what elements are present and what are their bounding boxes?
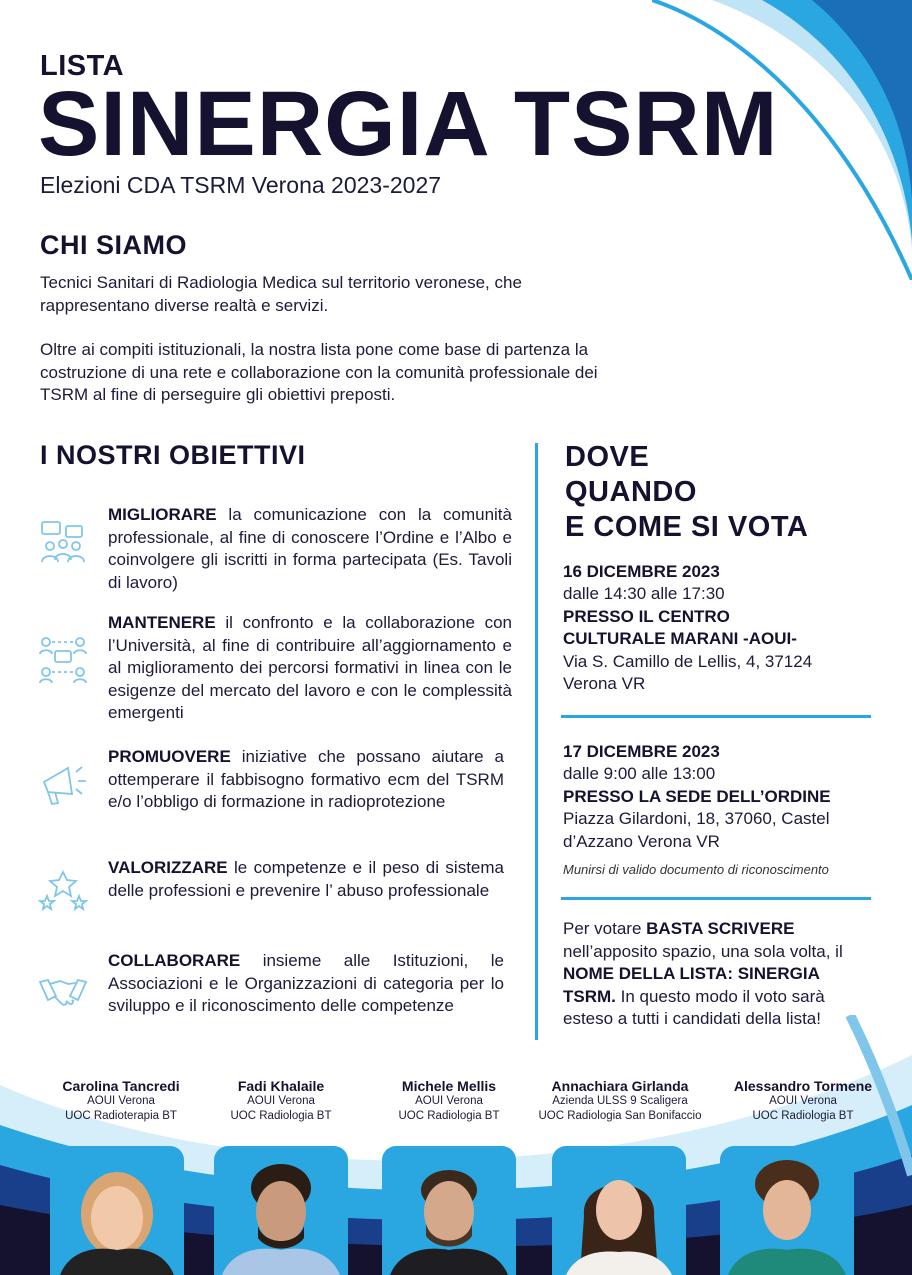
obiettivi-heading: I NOSTRI OBIETTIVI	[40, 440, 306, 470]
handshake-icon	[38, 968, 88, 1018]
how-to-vote-line5: esteso a tutti i candidati della lista!	[563, 1009, 821, 1028]
day1-hours: dalle 14:30 alle 17:30	[563, 584, 725, 603]
objective-promuovere: PROMUOVERE iniziative che possano aiutare a ottemperare il fabbisogno formativo ecm del TSRM e/o l’obbligo di formazione in radioprotezione	[108, 747, 504, 811]
chi-siamo-heading: CHI SIAMO	[40, 230, 188, 260]
page-subtitle: Elezioni CDA TSRM Verona 2023-2027	[40, 172, 442, 198]
chi-siamo-paragraph-1: Tecnici Sanitari di Radiologia Medica sul territorio veronese, che rappresentano diverse realtà e servizi.	[40, 273, 522, 315]
candidate-photo	[552, 1146, 686, 1275]
chi-siamo-paragraph-2: Oltre ai compiti istituzionali, la nostra lista pone come base di partenza la costruzione di una rete e collaborazione con la comunità professionale dei TSRM al fine di perseguire gli obiettivi preposti.	[40, 340, 598, 404]
day1-date: 16 DICEMBRE 2023	[563, 562, 720, 581]
id-document-note: Munirsi di valido documento di riconoscimento	[563, 862, 829, 877]
objective-migliorare: MIGLIORARE la comunicazione con la comunità professionale, al fine di conoscere l’Ordine e l’Albo e coinvolgere gli iscritti in forma partecipata (Es. Tavoli di lavoro)	[108, 505, 512, 592]
day2-address-line1: Piazza Gilardoni, 18, 37060, Castel	[563, 809, 830, 828]
day2-address-line2: d’Azzano Verona VR	[563, 832, 720, 851]
candidate-caption: Annachiara Girlanda Azienda ULSS 9 Scaligera UOC Radiologia San Bonifaccio	[538, 1078, 702, 1122]
day1-address-line1: Via S. Camillo de Lellis, 4, 37124	[563, 652, 813, 671]
how-to-vote-line4: TSRM. In questo modo il voto sarà	[563, 987, 825, 1006]
divider-1	[561, 715, 871, 718]
divider-2	[561, 897, 871, 900]
voting-heading: DOVE QUANDO E COME SI VOTA	[565, 441, 809, 543]
network-people-icon	[38, 634, 88, 684]
column-divider	[535, 443, 538, 1040]
candidate-photo	[720, 1146, 854, 1275]
candidate-photo	[214, 1146, 348, 1275]
how-to-vote-line1: Per votare BASTA SCRIVERE	[563, 919, 795, 938]
day1-place-line2: CULTURALE MARANI -AOUI-	[563, 629, 797, 648]
candidate-photo	[50, 1146, 184, 1275]
objective-collaborare: COLLABORARE insieme alle Istituzioni, le Associazioni e le Organizzazioni di categoria per lo sviluppo e il riconoscimento delle competenze	[108, 951, 504, 1015]
objective-valorizzare: VALORIZZARE le competenze e il peso di sistema delle professioni e prevenire l’ abuso professionale	[108, 858, 504, 900]
day1-address-line2: Verona VR	[563, 674, 646, 693]
candidate-photo	[382, 1146, 516, 1275]
candidate-caption: Michele Mellis AOUI Verona UOC Radiologia BT	[398, 1078, 500, 1122]
meeting-chat-icon	[38, 518, 88, 568]
how-to-vote-line3: NOME DELLA LISTA: SINERGIA	[563, 964, 820, 983]
candidate-caption: Fadi Khalaile AOUI Verona UOC Radiologia BT	[230, 1078, 332, 1122]
day2-hours: dalle 9:00 alle 13:00	[563, 764, 716, 783]
candidate-caption: Alessandro Tormene AOUI Verona UOC Radiologia BT	[733, 1078, 873, 1122]
megaphone-icon	[38, 758, 88, 808]
candidate-caption: Carolina Tancredi AOUI Verona UOC Radioterapia BT	[62, 1078, 180, 1122]
page-title: SINERGIA TSRM	[38, 73, 779, 175]
kicker-lista: LISTA	[40, 50, 125, 82]
day2-place: PRESSO LA SEDE DELL’ORDINE	[563, 787, 831, 806]
how-to-vote-line2: nell’apposito spazio, una sola volta, il	[563, 942, 843, 961]
stars-icon	[38, 866, 88, 916]
day1-place-line1: PRESSO IL CENTRO	[563, 607, 730, 626]
objective-mantenere: MANTENERE il confronto e la collaborazione con l’Università, al fine di contribuire all’aggiornamento e al miglioramento dei percorsi formativi in linea con le esigenze del mercato del lavoro e con le complessità emergenti	[108, 613, 512, 722]
day2-date: 17 DICEMBRE 2023	[563, 742, 720, 761]
